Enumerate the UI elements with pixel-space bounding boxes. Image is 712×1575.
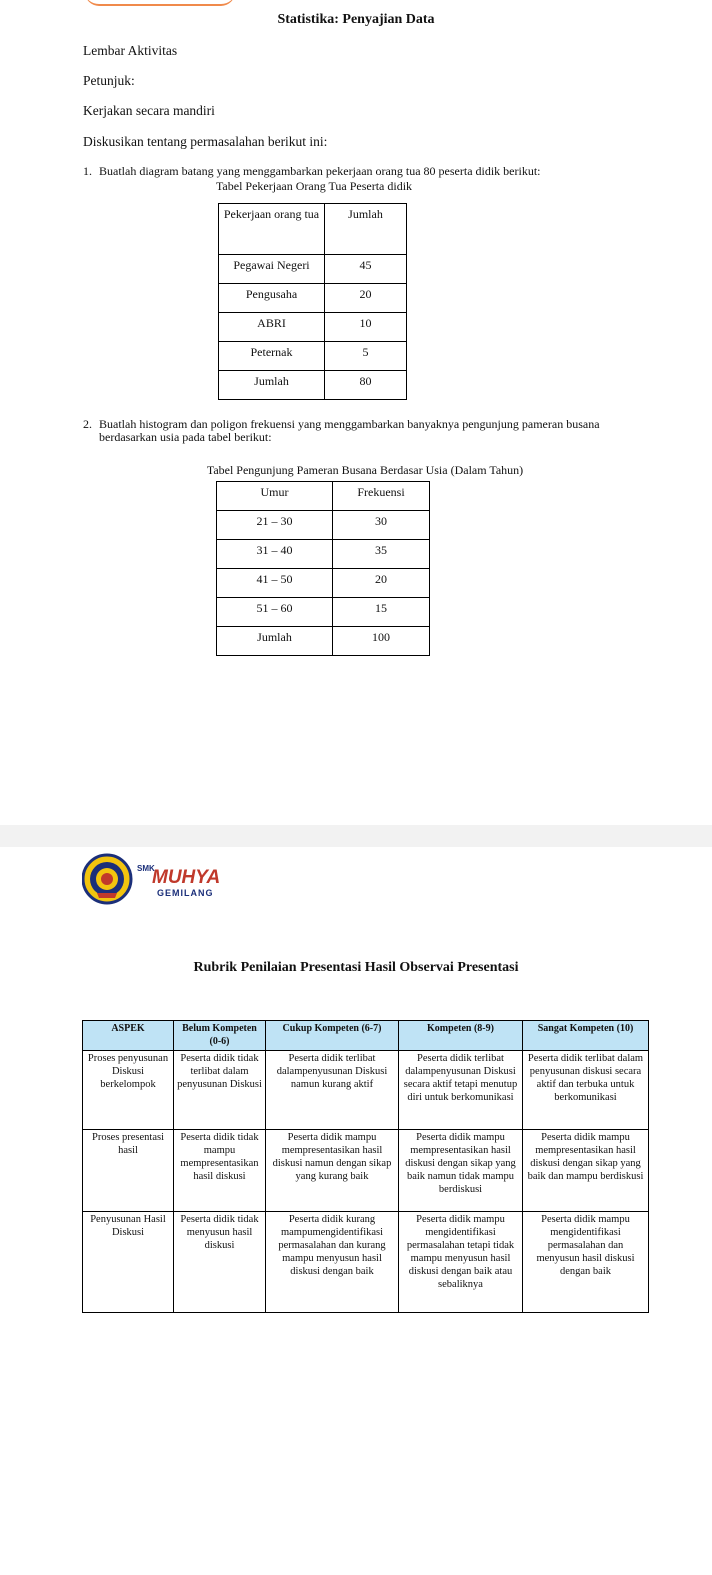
school-logo [82,851,232,907]
question-2-text: Buatlah histogram dan poligon frekuensi yang menggambarkan banyaknya pengunjung pameran busana berdasarkan usia pada tabel berikut: [99,417,600,444]
question-1 [83,165,643,178]
rubric-cell: Peserta didik tidak menyusun hasil diskusi [174,1212,266,1313]
rubric-cell: Penyusunan Hasil Diskusi [83,1212,174,1313]
rubric-cell: Peserta didik tidak mampu mempresentasikan hasil diskusi [174,1130,266,1212]
rubric-cell: Proses presentasi hasil [83,1130,174,1212]
table-header: Pekerjaan orang tua [219,204,325,255]
instruction-independent: Kerjakan secara mandiri [83,103,215,118]
table-cell: 31 – 40 [217,540,333,569]
table-row [219,371,407,400]
table-cell: ABRI [219,313,325,342]
table-cell: 10 [325,313,407,342]
rubric-cell: Peserta didik tidak terlibat dalam penyusunan Diskusi [174,1051,266,1130]
question-1-number: 1. [83,164,92,178]
table-row [219,255,407,284]
rubric-cell: Peserta didik terlibat dalampenyusunan Diskusi namun kurang aktif [266,1051,399,1130]
rubric-cell: Peserta didik terlibat dalampenyusunan Diskusi secara aktif tetapi menutup diri untuk berkomunikasi [399,1051,523,1130]
occupation-table [218,203,407,400]
logo-sub-text: GEMILANG [157,888,214,898]
rubric-cell: Peserta didik mampu mengidentifikasi permasalahan tetapi tidak mampu menyusun hasil diskusi dengan baik atau sebaliknya [399,1212,523,1313]
table-row [219,313,407,342]
table-row [217,511,430,540]
logo-smk-text: SMK [137,864,155,873]
rubric-row [83,1130,649,1212]
table-header: Umur [217,482,333,511]
page-2 [0,847,712,1575]
page-separator [0,825,712,847]
table-cell: 45 [325,255,407,284]
table-header: Jumlah [325,204,407,255]
school-emblem-icon [83,855,131,903]
table-row [217,569,430,598]
table-row [217,598,430,627]
table-cell: 20 [333,569,430,598]
table-cell: 41 – 50 [217,569,333,598]
instructions-label: Petunjuk: [83,73,135,88]
rubric-header: Belum Kompeten (0-6) [174,1021,266,1051]
rubric-title: Rubrik Penilaian Presentasi Hasil Observai Presentasi [193,960,519,975]
table-cell: 20 [325,284,407,313]
rubric-row [83,1212,649,1313]
visitor-age-table [216,481,430,656]
table-cell: 51 – 60 [217,598,333,627]
activity-sheet-label: Lembar Aktivitas [83,43,178,58]
table-row [217,627,430,656]
logo-name-text: MUHYA [152,867,221,888]
rubric-header: Kompeten (8-9) [399,1021,523,1051]
rubric-cell: Peserta didik mampu mempresentasikan hasil diskusi namun dengan sikap yang kurang baik [266,1130,399,1212]
table-cell: Jumlah [219,371,325,400]
table-row [217,540,430,569]
rubric-cell: Peserta didik kurang mampumengidentifikasi permasalahan dan kurang mampu menyusun hasil diskusi dengan baik [266,1212,399,1313]
table-cell: 80 [325,371,407,400]
table-cell: Pengusaha [219,284,325,313]
rubric-cell: Peserta didik mampu mempresentasikan hasil diskusi dengan sikap yang baik dan mampu berdiskusi [523,1130,649,1212]
header-decoration [85,0,235,6]
table-1-caption: Tabel Pekerjaan Orang Tua Peserta didik [215,179,413,193]
rubric-cell: Peserta didik mampu mempresentasikan hasil diskusi dengan sikap yang baik namun tidak mampu berdiskusi [399,1130,523,1212]
table-header: Frekuensi [333,482,430,511]
table-cell: 30 [333,511,430,540]
instruction-discuss: Diskusikan tentang permasalahan berikut ini: [83,134,328,149]
rubric-table [82,1020,649,1313]
table-cell: 5 [325,342,407,371]
document-title: Statistika: Penyajian Data [277,12,435,27]
rubric-header: Cukup Kompeten (6-7) [266,1021,399,1051]
rubric-header: Sangat Kompeten (10) [523,1021,649,1051]
table-cell: Peternak [219,342,325,371]
table-row [219,342,407,371]
table-cell: 15 [333,598,430,627]
table-cell: 21 – 30 [217,511,333,540]
table-cell: 100 [333,627,430,656]
rubric-cell: Proses penyusunan Diskusi berkelompok [83,1051,174,1130]
rubric-cell: Peserta didik mampu mengidentifikasi permasalahan dan menyusun hasil diskusi dengan baik [523,1212,649,1313]
question-1-text: Buatlah diagram batang yang menggambarkan pekerjaan orang tua 80 peserta didik berikut: [99,164,541,178]
table-cell: Jumlah [217,627,333,656]
table-cell: Pegawai Negeri [219,255,325,284]
rubric-header: ASPEK [83,1021,174,1051]
table-2-caption: Tabel Pengunjung Pameran Busana Berdasar Usia (Dalam Tahun) [206,463,524,477]
table-cell: 35 [333,540,430,569]
question-2-number: 2. [83,417,92,431]
question-2 [83,418,643,444]
rubric-row [83,1051,649,1130]
table-row [219,284,407,313]
rubric-cell: Peserta didik terlibat dalam penyusunan diskusi secara aktif dan terbuka untuk berkomunikasi [523,1051,649,1130]
